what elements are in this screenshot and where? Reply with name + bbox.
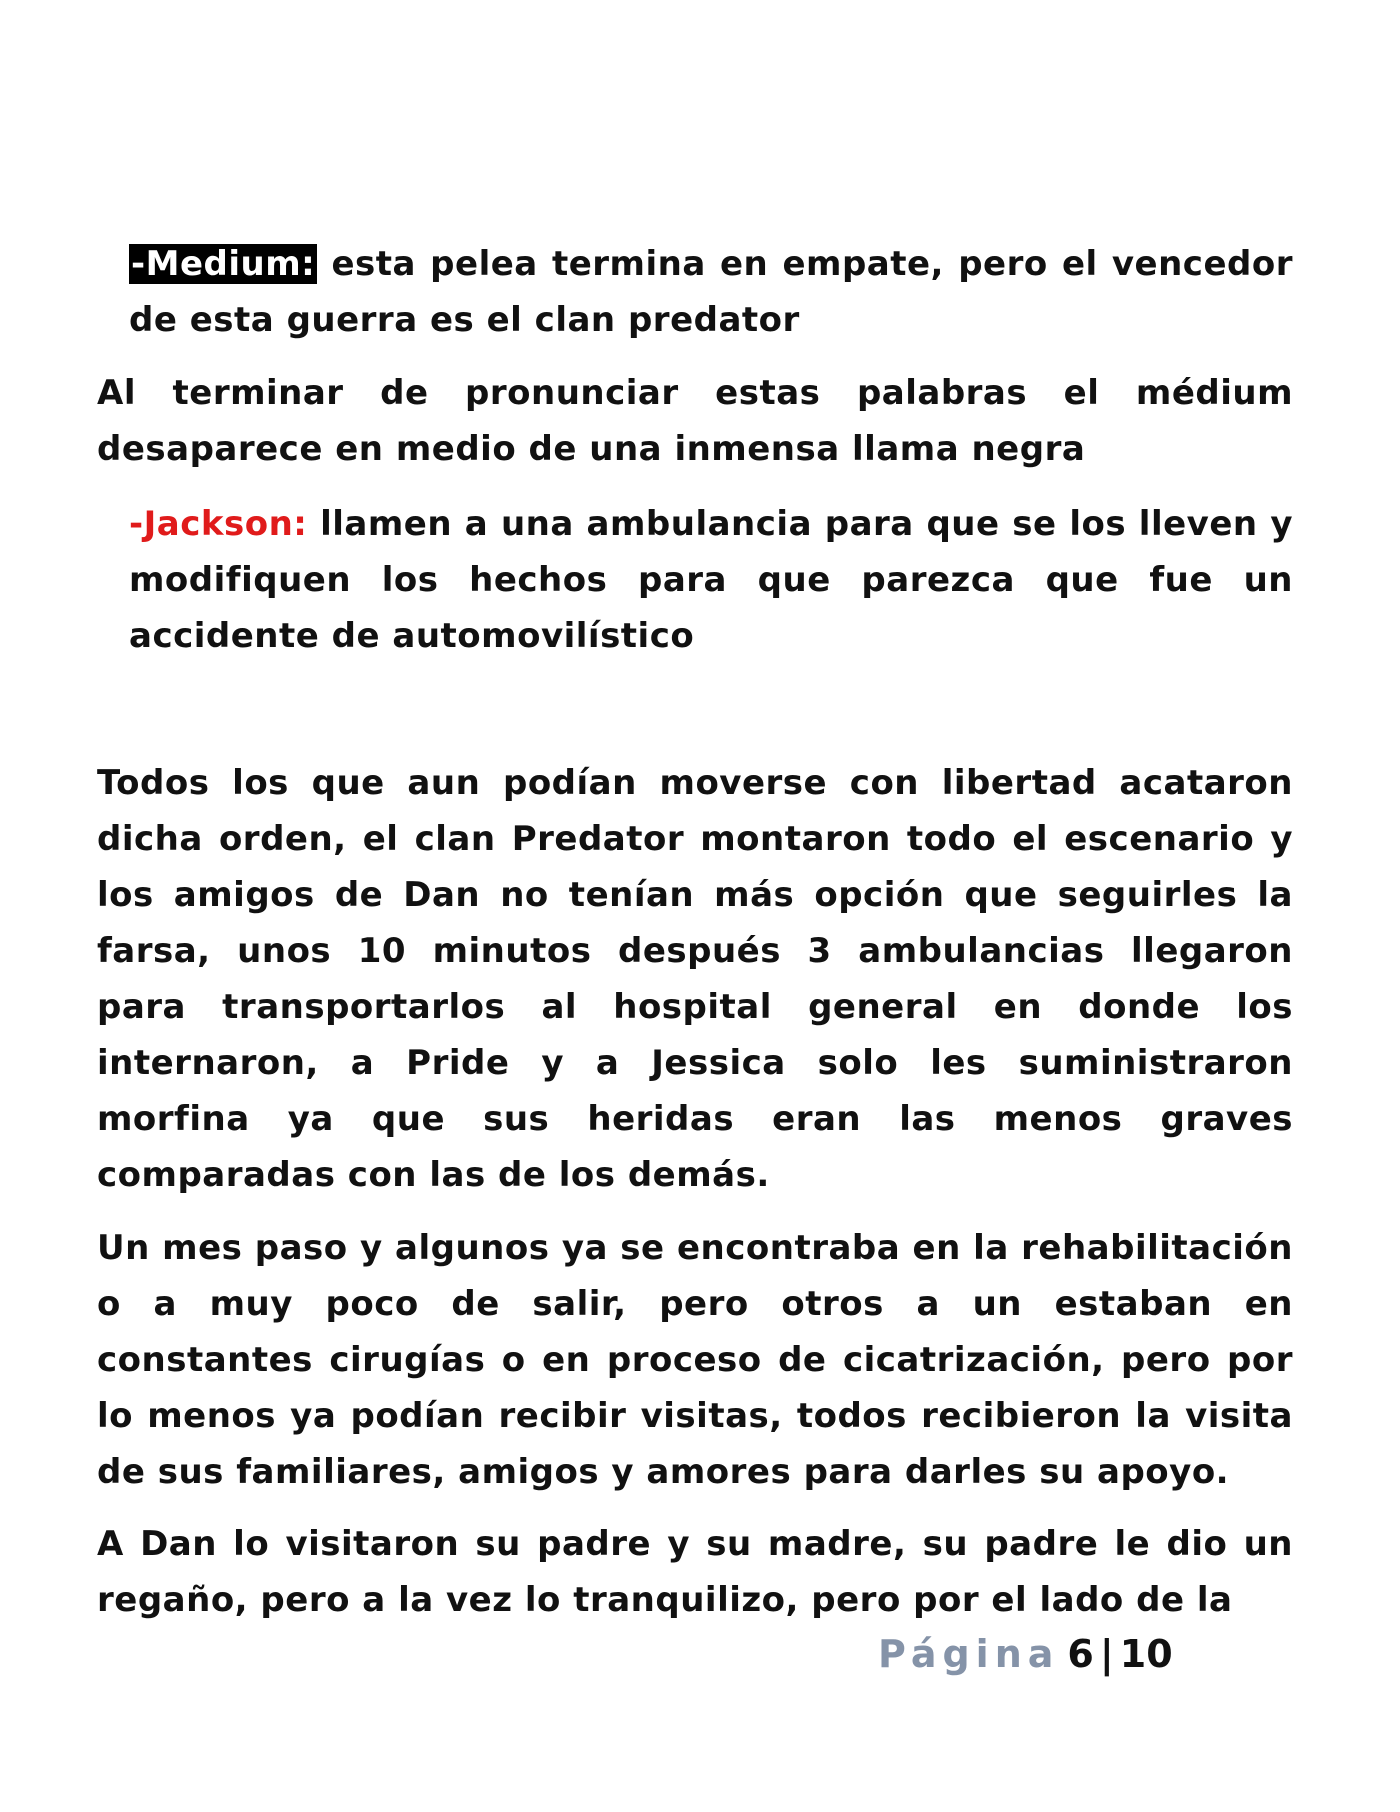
footer-page-label: Página xyxy=(878,1632,1060,1676)
footer-separator: | xyxy=(1099,1632,1114,1676)
speaker-medium-label: -Medium: xyxy=(131,244,316,284)
footer-total-pages: 10 xyxy=(1119,1632,1173,1676)
dialogue-jackson-text: llamen a una ambulancia para que se los lleven y modifiquen los hechos para que parezca que fue un accidente de automovilístico xyxy=(129,504,1293,656)
narration-paragraph-1: Al terminar de pronunciar estas palabras el médium desaparece en medio de una inmensa llama negra xyxy=(97,373,1293,469)
narration-paragraph-4: A Dan lo visitaron su padre y su madre, su padre le dio un regaño, pero a la vez lo tranquilizo, pero por el lado de la xyxy=(97,1524,1293,1620)
footer-current-page: 6 xyxy=(1067,1632,1094,1676)
narration-paragraph-3: Un mes paso y algunos ya se encontraba en la rehabilitación o a muy poco de salir, pero otros a un estaban en constantes cirugías o en proceso de cicatrización, pero por lo menos ya podían recibir visitas, todos recibieron la visita de sus familiares, amigos y amores para darles su apoyo. xyxy=(97,1228,1293,1492)
narration-paragraph-2: Todos los que aun podían moverse con libertad acataron dicha orden, el clan Predator montaron todo el escenario y los amigos de Dan no tenían más opción que seguirles la farsa, unos 10 minutos después 3 ambulancias llegaron para transportarlos al hospital general en donde los internaron, a Pride y a Jessica solo les suministraron morfina ya que sus heridas eran las menos graves comparadas con las de los demás. xyxy=(97,763,1293,1195)
speaker-jackson-label: -Jackson: xyxy=(129,504,308,544)
dialogue-medium xyxy=(129,236,1293,348)
dialogue-jackson xyxy=(129,496,1293,664)
page-footer xyxy=(878,1630,1173,1678)
dialogue-medium-text: esta pelea termina en empate, pero el vencedor de esta guerra es el clan predator xyxy=(129,244,1293,340)
